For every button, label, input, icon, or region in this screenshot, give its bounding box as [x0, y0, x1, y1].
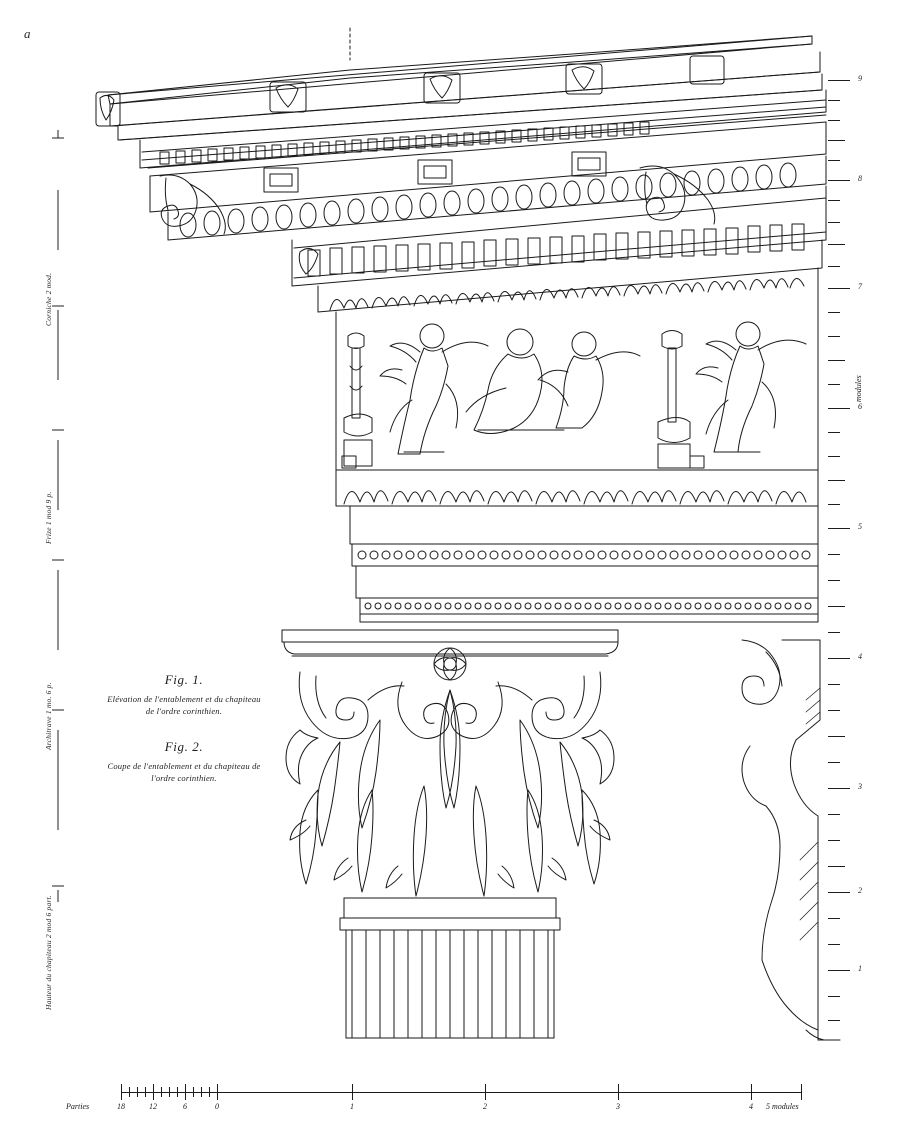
left-measure-column — [44, 130, 74, 1010]
scale-number: 3 — [858, 782, 862, 791]
scale-tick — [485, 1084, 486, 1100]
left-label-capital-height: Hauteur du chapiteau 2 mod 6 part. — [44, 895, 53, 1010]
scale-tick — [828, 814, 840, 815]
scale-tick — [828, 504, 840, 505]
scale-tick — [828, 100, 840, 101]
scale-tick — [751, 1084, 752, 1100]
scale-number: 9 — [858, 74, 862, 83]
scale-tick — [618, 1084, 619, 1100]
scale-number: 8 — [858, 174, 862, 183]
scale-tick — [828, 140, 845, 141]
scale-tick — [828, 632, 840, 633]
scale-tick — [828, 480, 845, 481]
scale-number: 4 — [749, 1102, 753, 1111]
right-module-scale — [828, 72, 892, 1032]
scale-tick — [828, 970, 850, 971]
scale-number: 0 — [215, 1102, 219, 1111]
scale-tick — [129, 1087, 130, 1097]
scale-tick — [153, 1084, 154, 1100]
scale-tick — [828, 606, 845, 607]
scale-baseline — [121, 1092, 801, 1093]
scale-number: 18 — [117, 1102, 125, 1111]
scale-number: 12 — [149, 1102, 157, 1111]
scale-number: 1 — [858, 964, 862, 973]
fig2-description: Coupe de l'entablement et du chapiteau de l'ordre corinthien. — [107, 761, 261, 783]
scale-tick — [828, 684, 840, 685]
scale-tick — [145, 1087, 146, 1097]
scale-number: 5 — [858, 522, 862, 531]
scale-label-modules: 5 modules — [766, 1102, 799, 1111]
scale-number: 1 — [350, 1102, 354, 1111]
scale-number: 7 — [858, 282, 862, 291]
left-label-cornice: Corniche 2 mod. — [44, 272, 53, 326]
scale-tick — [828, 554, 840, 555]
scale-tick — [801, 1084, 802, 1100]
scale-tick — [828, 312, 840, 313]
scale-tick — [828, 200, 840, 201]
scale-tick — [828, 840, 840, 841]
scale-tick — [828, 336, 840, 337]
scale-tick — [828, 892, 850, 893]
scale-number: 6 — [183, 1102, 187, 1111]
scale-tick — [137, 1087, 138, 1097]
plate-letter: a — [24, 26, 31, 41]
scale-tick — [828, 944, 840, 945]
scale-number: 2 — [483, 1102, 487, 1111]
scale-tick — [828, 80, 850, 81]
scale-tick — [828, 918, 840, 919]
scale-tick — [828, 996, 840, 997]
scale-number: 4 — [858, 652, 862, 661]
scale-number: 6 — [858, 402, 862, 411]
figure-captions — [104, 672, 264, 806]
scale-tick — [828, 432, 840, 433]
scale-label-parties: Parties — [66, 1102, 90, 1111]
scale-tick — [828, 266, 840, 267]
scale-tick — [185, 1084, 186, 1100]
scale-tick — [121, 1084, 122, 1100]
scale-tick — [828, 384, 840, 385]
left-label-frieze: Frize 1 mod 9 p. — [44, 491, 53, 544]
scale-tick — [193, 1087, 194, 1097]
scale-tick — [828, 788, 850, 789]
scale-tick — [828, 710, 840, 711]
scale-tick — [828, 222, 840, 223]
scale-tick — [169, 1087, 170, 1097]
scale-tick — [828, 1020, 840, 1021]
right-scale-title: modules — [854, 375, 863, 402]
scale-tick — [828, 866, 845, 867]
scale-number: 3 — [616, 1102, 620, 1111]
scale-tick — [201, 1087, 202, 1097]
scale-tick — [828, 160, 840, 161]
fig1-title: Fig. 1. — [164, 672, 204, 687]
scale-tick — [828, 120, 840, 121]
scale-tick — [828, 180, 850, 181]
scale-tick — [161, 1087, 162, 1097]
scale-tick — [828, 528, 850, 529]
left-label-architrave: Architrave 1 mo. 6 p. — [44, 682, 53, 750]
scale-tick — [828, 456, 840, 457]
scale-tick — [828, 658, 850, 659]
scale-tick — [177, 1087, 178, 1097]
scale-tick — [828, 244, 845, 245]
scale-number: 2 — [858, 886, 862, 895]
scale-tick — [828, 580, 840, 581]
fig2-title: Fig. 2. — [164, 739, 204, 754]
scale-tick — [352, 1084, 353, 1100]
scale-tick — [828, 408, 850, 409]
scale-tick — [828, 360, 845, 361]
fig1-description: Elévation de l'entablement et du chapiteau de l'ordre corinthien. — [107, 694, 261, 716]
scale-tick — [217, 1084, 218, 1100]
scale-tick — [828, 288, 850, 289]
bottom-module-scale — [66, 1082, 856, 1130]
scale-tick — [828, 736, 845, 737]
scale-tick — [828, 762, 840, 763]
scale-tick — [209, 1087, 210, 1097]
